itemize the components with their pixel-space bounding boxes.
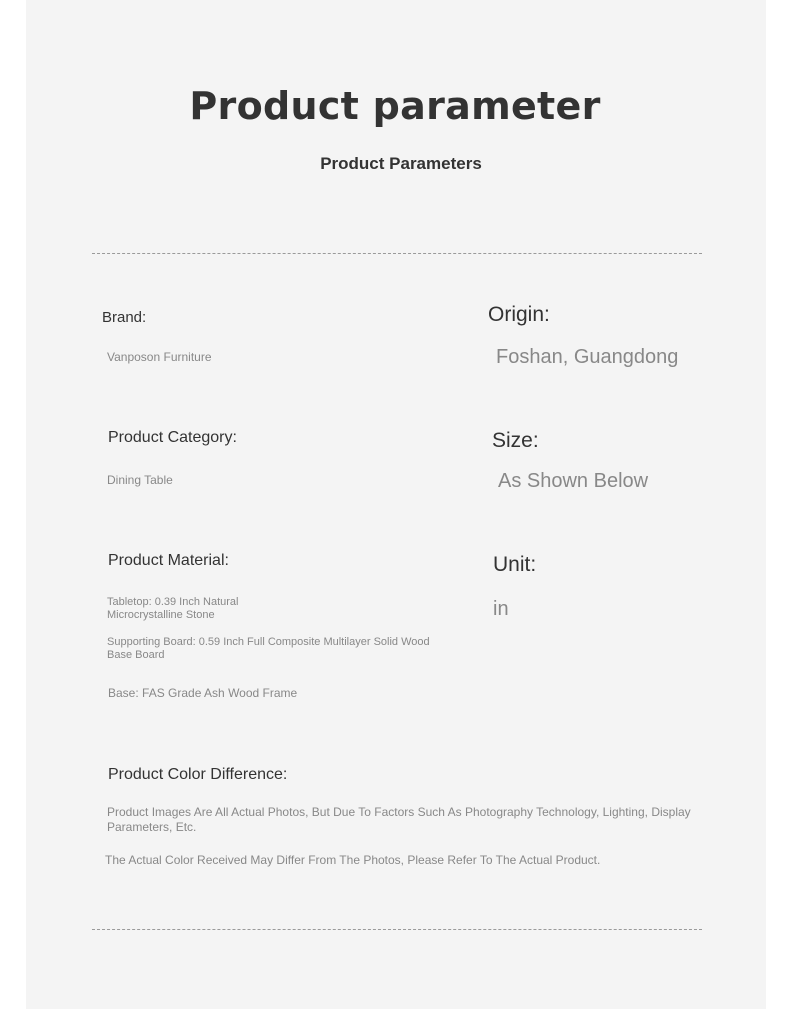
page-subtitle: Product Parameters — [320, 154, 482, 173]
color-difference-line-2: The Actual Color Received May Differ From The Photos, Please Refer To The Actual Product. — [105, 853, 601, 867]
material-supporting-board: Supporting Board: 0.59 Inch Full Composite Multilayer Solid Wood Base Board — [107, 636, 430, 661]
brand-value: Vanposon Furniture — [107, 350, 212, 364]
material-base: Base: FAS Grade Ash Wood Frame — [108, 686, 298, 700]
unit-label: Unit: — [493, 553, 537, 576]
category-value: Dining Table — [107, 473, 173, 487]
material-label: Product Material: — [108, 552, 229, 569]
top-divider — [92, 253, 702, 254]
material-tabletop: Tabletop: 0.39 Inch Natural Microcrystalline Stone — [107, 596, 239, 621]
bottom-divider — [92, 929, 702, 930]
color-difference-label: Product Color Difference: — [108, 766, 288, 783]
page-title: Product parameter — [189, 84, 601, 128]
unit-value: in — [493, 598, 509, 620]
origin-value: Foshan, Guangdong — [496, 346, 679, 368]
origin-label: Origin: — [488, 303, 550, 326]
category-label: Product Category: — [108, 429, 237, 446]
size-value: As Shown Below — [498, 470, 649, 492]
color-difference-line-1: Product Images Are All Actual Photos, But Due To Factors Such As Photography Technology, Lighting, Display Parameters, Etc. — [107, 805, 691, 834]
brand-label: Brand: — [102, 309, 147, 326]
size-label: Size: — [492, 429, 539, 452]
